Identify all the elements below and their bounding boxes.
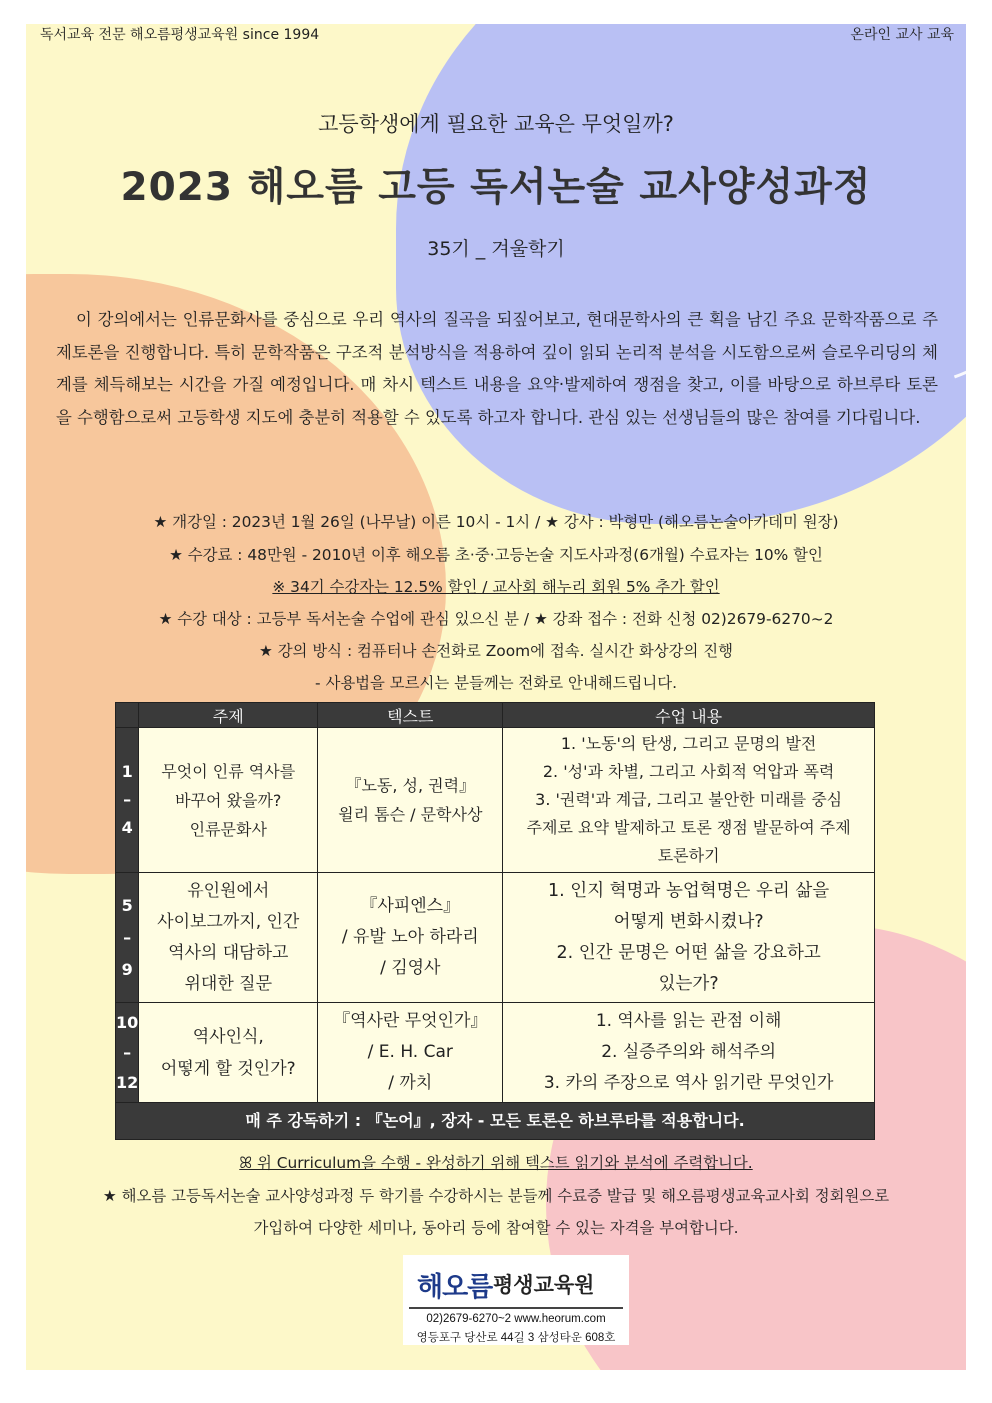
table-row xyxy=(116,873,875,1003)
curriculum-note: ꕤ 위 Curriculum을 수행 - 완성하기 위해 텍스트 읽기와 분석에 주력합니다. xyxy=(239,1154,753,1172)
topic-cell xyxy=(139,873,318,1003)
topic-line: 유인원에서 xyxy=(187,880,270,901)
text-cell xyxy=(318,1003,503,1103)
logo-mark xyxy=(417,1265,492,1304)
session-number: 4 xyxy=(121,818,133,837)
content-line: 2. 인간 문명은 어떤 삶을 강요하고 xyxy=(556,942,821,963)
topic-line: 위대한 질문 xyxy=(184,973,273,994)
term-label: 35기 _ 겨울학기 xyxy=(427,238,565,260)
page-title: 2023 해오름 고등 독서논술 교사양성과정 xyxy=(120,165,872,210)
session-number: 12 xyxy=(116,1072,139,1092)
table-header: 텍스트 xyxy=(318,703,503,728)
logo-contact: 02)2679-6270~2 www.heorum.com xyxy=(426,1313,606,1325)
logo-name: 평생교육원 xyxy=(493,1273,595,1297)
text-line: 『노동, 성, 권력』 xyxy=(345,776,476,795)
table-row xyxy=(116,728,875,873)
text-cell xyxy=(318,728,503,873)
curriculum-table xyxy=(115,702,875,1140)
table-header: 수업 내용 xyxy=(503,703,875,728)
content-line: 1. '노동'의 탄생, 그리고 문명의 발전 xyxy=(560,734,817,753)
session-number: 9 xyxy=(121,959,133,979)
session-number: 5 xyxy=(121,895,133,915)
content-line: 1. 역사를 읽는 관점 이해 xyxy=(595,1011,782,1031)
content-cell xyxy=(503,1003,875,1103)
info-line: ★ 수강료 : 48만원 - 2010년 이후 해오름 초·중·고등논술 지도사과정(6개월) 수료자는 10% 할인 xyxy=(169,546,823,564)
subtitle: 고등학생에게 필요한 교육은 무엇일까? xyxy=(318,112,674,136)
logo-divider xyxy=(409,1307,623,1309)
logo-mark-text: 해오름 xyxy=(417,1272,493,1303)
content-line: 주제로 요약 발제하고 토론 쟁점 발문하여 주제 xyxy=(526,818,851,837)
table-row xyxy=(116,1003,875,1103)
content-cell xyxy=(503,728,875,873)
content-line: 토론하기 xyxy=(657,846,720,865)
session-range xyxy=(116,1003,139,1103)
content-line: 1. 인지 혁명과 농업혁명은 우리 삶을 xyxy=(548,880,830,901)
text-line: 『사피엔스』 xyxy=(360,896,461,916)
topic-line: 바꾸어 왔을까? xyxy=(175,790,282,810)
content-line: 어떻게 변화시켰나? xyxy=(613,911,764,932)
logo-address: 영등포구 당산로 44길 3 삼성타운 608호 xyxy=(416,1332,616,1344)
topic-cell xyxy=(139,1003,318,1103)
session-dash: – xyxy=(123,927,132,947)
text-line: 『역사란 무엇인가』 xyxy=(333,1011,488,1031)
text-line: / 김영사 xyxy=(380,958,441,978)
text-line: / 유발 노아 하라리 xyxy=(341,927,479,947)
table-footer-row xyxy=(116,1103,875,1140)
text-line: / E. H. Car xyxy=(367,1042,453,1062)
content-line: 2. 실증주의와 해석주의 xyxy=(601,1042,777,1062)
content-line: 3. 카의 주장으로 역사 읽기란 무엇인가 xyxy=(543,1073,834,1093)
topic-line: 사이보그까지, 인간 xyxy=(157,911,300,932)
heorum-logo xyxy=(403,1255,629,1345)
session-range xyxy=(116,873,139,1003)
content-line: 2. '성'과 차별, 그리고 사회적 억압과 폭력 xyxy=(542,762,835,781)
topic-line: 무엇이 인류 역사를 xyxy=(161,761,296,781)
closing-line: ★ 해오름 고등독서논술 교사양성과정 두 학기를 수강하시는 분들께 수료증 발급 및 해오름평생교육교사회 정회원으로 xyxy=(102,1187,890,1205)
table-header-row xyxy=(116,703,875,728)
header-right: 온라인 교사 교육 xyxy=(850,27,954,43)
text-line: / 까치 xyxy=(388,1073,433,1093)
info-line: - 사용법을 모르시는 분들께는 전화로 안내해드립니다. xyxy=(315,674,677,692)
intro-paragraph: 이 강의에서는 인류문화사를 중심으로 우리 역사의 질곡을 되짚어보고, 현대문학사의 큰 획을 남긴 주요 문학작품으로 주제토론을 진행합니다. 특히 문학작품은 구조적 분석방식을 적용하여 깊이 읽되 논리적 분석을 시도함으로써 슬로우리딩의 체계를 체득해보는 시간을 가질 예정입니다. 매 차시 텍스트 내용을 요약·발제하여 쟁점을 찾고, 이를 바탕으로 하브루타 토론을 수행함으로써 고등학생 지도에 충분히 적용할 수 있도록 하고자 합니다. 관심 있는 선생님들의 많은 참여를 기다립니다. xyxy=(56,310,938,427)
session-dash: – xyxy=(123,1042,132,1062)
info-line: ★ 개강일 : 2023년 1월 26일 (나무날) 이른 10시 - 1시 / ★ 강사 : 박형만 (해오름논술아카데미 원장) xyxy=(153,513,839,531)
topic-line: 역사의 대담하고 xyxy=(168,942,289,963)
session-number: 10 xyxy=(116,1012,139,1032)
discount-note: ※ 34기 수강자는 12.5% 할인 / 교사회 해누리 회원 5% 추가 할인 xyxy=(272,578,720,596)
info-line: ★ 강의 방식 : 컴퓨터나 손전화로 Zoom에 접속. 실시간 화상강의 진행 xyxy=(259,642,733,660)
topic-line: 역사인식, xyxy=(192,1026,264,1047)
info-line: ★ 수강 대상 : 고등부 독서논술 수업에 관심 있으신 분 / ★ 강좌 접수 : 전화 신청 02)2679-6270~2 xyxy=(158,610,834,628)
text-line: 윌리 톰슨 / 문학사상 xyxy=(338,805,483,824)
session-dash: – xyxy=(123,790,132,809)
text-cell xyxy=(318,873,503,1003)
table-header-num xyxy=(116,703,139,728)
session-number: 1 xyxy=(121,762,133,781)
topic-line: 어떻게 할 것인가? xyxy=(160,1058,296,1079)
content-line: 3. '권력'과 계급, 그리고 불안한 미래를 중심 xyxy=(535,790,843,809)
topic-line: 인류문화사 xyxy=(189,819,267,839)
content-cell xyxy=(503,873,875,1003)
session-range xyxy=(116,728,139,873)
content-line: 있는가? xyxy=(658,973,719,994)
topic-cell xyxy=(139,728,318,873)
weekly-reading-note: 매 주 강독하기 : 『논어』, 장자 - 모든 토론은 하브루타를 적용합니다. xyxy=(116,1103,875,1140)
closing-line: 가입하여 다양한 세미나, 동아리 등에 참여할 수 있는 자격을 부여합니다. xyxy=(253,1219,739,1237)
table-header: 주제 xyxy=(139,703,318,728)
header-left: 독서교육 전문 해오름평생교육원 since 1994 xyxy=(40,27,320,43)
